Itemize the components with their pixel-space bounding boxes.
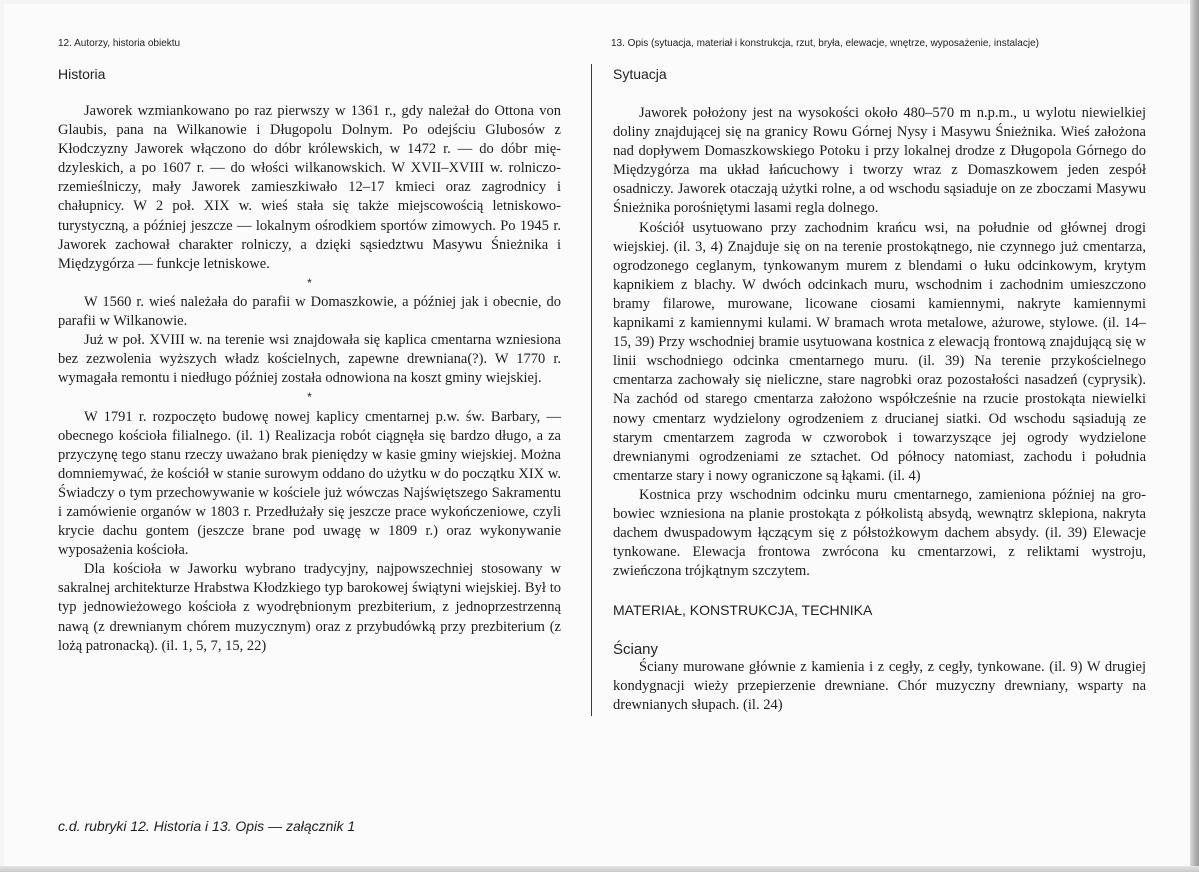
- history-paragraph: W 1560 r. wieś należała do parafii w Domaszkowie, a później jak i obecnie, do parafii w Wilkanowie.: [58, 293, 561, 330]
- history-paragraph: Dla kościoła w Jaworku wybrano tradycyjny, najpowszechniej stosowany w sakralnej architekturze Hrabstwa Kłodzkiego typ barokowej świątyni wiejskiej. Był to typ jednowieżowego kościoła z wyodrębnionym prezbiterium, z jednoprzestrzenną nawą (z drewnianym chórem muzycznym) oraz z przybudówką przy prezbiterium (z lożą patronacką). (il. 1, 5, 7, 15, 22): [58, 561, 561, 654]
- section-separator-star: *: [307, 275, 312, 290]
- material-heading: MATERIAŁ, KONSTRUKCJA, TECHNIKA: [613, 602, 873, 618]
- history-paragraph: W 1791 r. rozpoczęto budowę nowej kaplicy cmentarnej p.w. św. Barbary, — obecnego kościoła filialnego. (il. 1) Realizacja robót ciągnęła się bardzo długo, a za przyczynę tego stanu rzeczy uważano brak pieniędzy w kasie gminy wiejskiej. Można domniemywać, że kościół w stanie surowym oddano do użytku w do początku XIX w. Świadczy o tym przechowywanie w kościele już wówczas Najświętszego Sakramentu i zamówienie organów w 1803 r. Przedłużały się jeszcze prace wykończeniowe, czyli krycie dachu gontem (jeszcze brane pod uwagę w 1809 r.) oraz wykonywanie wyposażenia kościoła.: [58, 408, 561, 559]
- history-paragraph: Jaworek wzmiankowano po raz pierwszy w 1361 r., gdy należał do Ottona von Glaubis, pana na Wilkanowie i Długopolu Dolnym. Po odejściu Glubosów z Kłodczyzny Jaworek włączono do dóbr królewskich, w 1472 r. — do dóbr międzyleskich, a po 1607 r. — do włości wilkanowskich. W XVII–XVIII w. rolniczo-rzemieślniczy, mały Jaworek zamieszkiwało 12–17 kmieci oraz zagrodnicy i chałupnicy. W 2 poł. XIX w. wieś stała się także miejscowością letniskowo-turystyczną, a później jeszcze — lokalnym ośrodkiem sportów zimowych. Po 1945 r. Jaworek zachował charakter rolniczy, a dzięki sąsiedztwu Masywu Śnieżnika i Międzygórza — funkcje letniskowe.: [58, 103, 561, 272]
- footer-note: c.d. rubryki 12. Historia i 13. Opis — załącznik 1: [58, 818, 356, 834]
- situation-paragraph: Jaworek położony jest na wysokości około 480–570 m n.p.m., u wylotu niewielkiej doliny znajdującej się na granicy Rowu Górnej Nysy i Masywu Śnieżnika. Wieś założona nad dopływem Domaszkowskiego Potoku i przy lokalnej drodze z Długopola Górnego do Międzygórza ma układ łańcuchowy i tworzy wraz z Domaszkowem jeden zespół osadniczy. Jaworek otaczają użytki rolne, a od wschodu sąsiaduje on ze zboczami Masywu Śnieżnika porośniętymi lasami regla dolnego.: [613, 105, 1146, 217]
- situation-heading: Sytuacja: [613, 66, 667, 82]
- history-text: [58, 102, 561, 656]
- section-separator-star: *: [307, 390, 312, 405]
- column-divider: [591, 64, 592, 716]
- history-paragraph: Już w poł. XVIII w. na terenie wsi znajdowała się kaplica cmentarna wzniesiona bez zezwolenia wyższych władz kościelnych, zapewne drewniana(?). W 1770 r. wymagała remontu i niedługo później została odnowiona na koszt gminy wiejskiej.: [58, 332, 561, 387]
- right-section-header: 13. Opis (sytuacja, materiał i konstrukcja, rzut, bryła, elewacje, wnętrze, wyposażenie, instalacje): [611, 38, 1039, 49]
- situation-paragraph: Kostnica przy wschodnim odcinku muru cmentarnego, zamieniona później na grobowiec wzniesiona na planie prostokąta z półkolistą absydą, wewnątrz sklepiona, nakryta dachem dwuspadowym łączącym się z półstożkowym dachem absydy. (il. 39) Elewacje tynkowane. Elewacja frontowa zwrócona ku cmentarzowi, z reliktami wystroju, zwieńczona trójkątnym szczytem.: [613, 486, 1146, 580]
- walls-heading: Ściany: [613, 641, 659, 658]
- walls-text: [613, 658, 1146, 715]
- left-section-header: 12. Autorzy, historia obiektu: [58, 38, 181, 49]
- walls-paragraph: Ściany murowane głównie z kamienia i z cegły, z cegły, tynkowane. (il. 9) W drugiej kondygnacji wieży przepierzenie drewniane. Chór muzyczny drewniany, wsparty na drewnianych słupach. (il. 24): [613, 659, 1146, 714]
- page-edge-shadow: [1190, 0, 1199, 872]
- page-bottom-edge: [0, 866, 1199, 872]
- situation-paragraph: Kościół usytuowano przy zachodnim krańcu wsi, na południe od głównej drogi wiejskiej. (il. 3, 4) Znajduje się on na terenie prostokątnego, nie czynnego już cmentarza, ogrodzonego ceglanym, tynkowanym murem z blendami o łuku odcinkowym, krytym kapnikiem z blachy. W dwóch odcinkach muru, wschodnim i zachodnim umieszczono bramy filarowe, murowane, licowane ciosami kamiennymi, nakryte kamiennymi kapnikami z kamiennymi kulami. W bramach wrota metalowe, ażurowe, stylowe. (il. 14–15, 39) Przy wschodniej bramie usytuowana kostnica z elewacją frontową znajdującą się w linii wschodniego odcinka cmentarnego muru. (il. 39) Na terenie przykościelnego cmentarza zachowały się nieliczne, stare nagrobki oraz pozostałości nasadzeń (cyprysik). Na zachód od starego cmentarza założono współcześnie na rzucie prostokąta niewielki nowy cmentarz wydzielony ogrodzeniem z drucianej siatki. Od wschodu sąsiadują ze starym cmentarzem zagroda w czworobok i towarzyszące jej ogrody wydzielone drewnianymi ogrodzeniami ze sztachet. Od północy natomiast, zachodu i południa cmentarze stary i nowy ograniczone są łąkami. (il. 4): [613, 219, 1146, 484]
- document-page: [4, 4, 1191, 867]
- situation-text: [613, 104, 1146, 581]
- history-heading: Historia: [58, 66, 106, 82]
